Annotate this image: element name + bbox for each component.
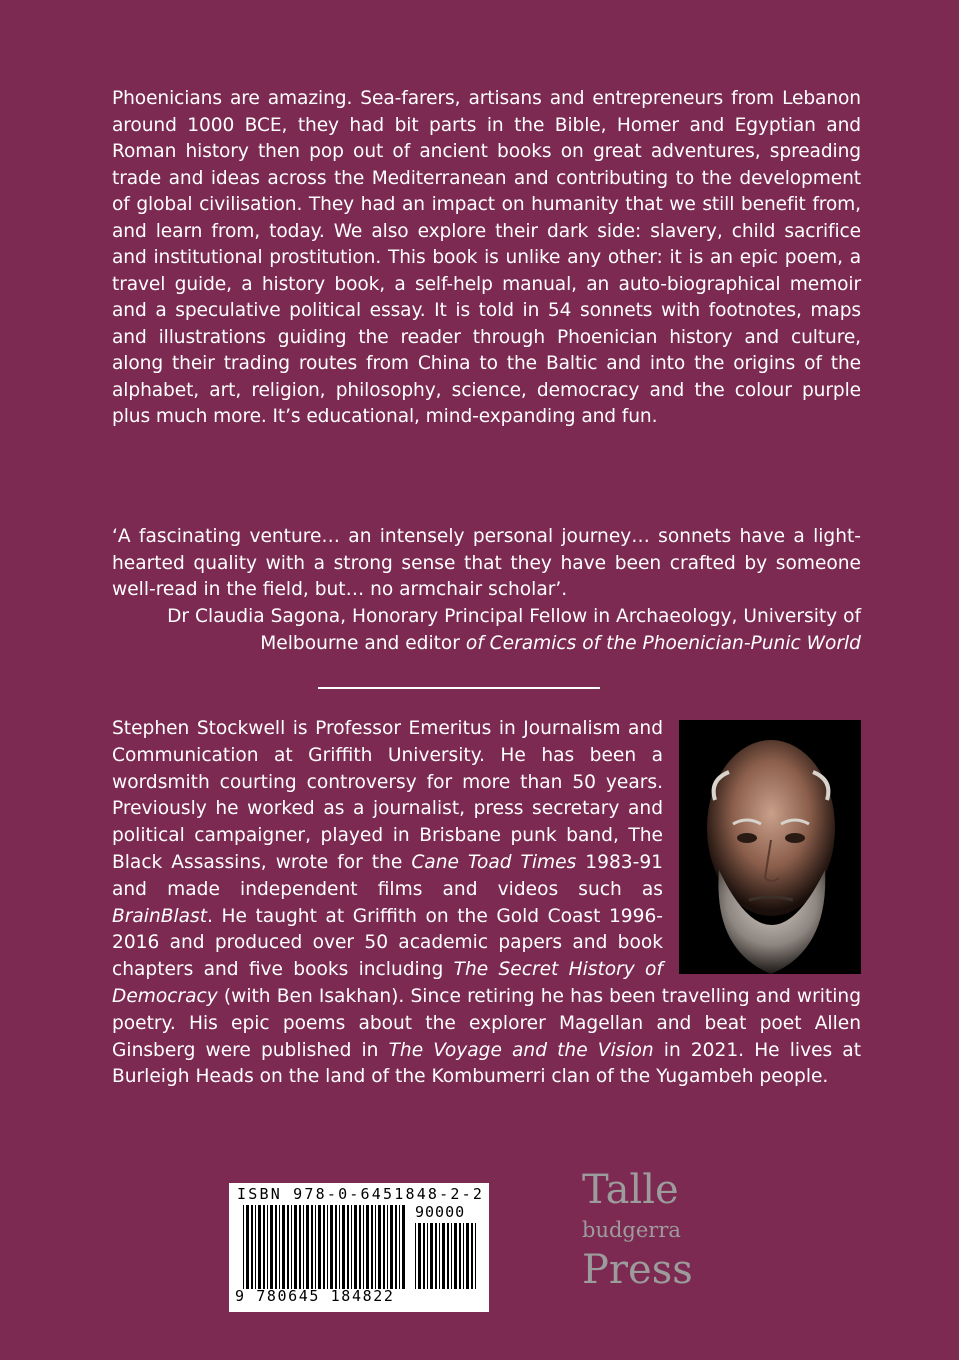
publisher-line-3: Press xyxy=(582,1247,693,1293)
barcode-bar xyxy=(387,1205,388,1289)
barcode-bar xyxy=(291,1205,292,1289)
bio-text-5: in 2021. He lives at Burleigh Heads on the land of the Kombumerri clan of the Yugambeh people. xyxy=(112,1039,861,1088)
barcode-bar xyxy=(378,1205,381,1289)
barcode-bar xyxy=(451,1223,452,1289)
author-portrait-illustration xyxy=(679,720,861,974)
barcode-bar xyxy=(323,1205,325,1289)
barcode-bar xyxy=(383,1205,385,1289)
bio-text-1: Stephen Stockwell is Professor Emeritus in Journalism and Communication at Griffith University. He has been a wordsmith courting controversy for more than 50 years. Previously he worked as a journalist, press secretary and political campaigner, played in Brisbane punk band, The Black Assassins, wrote for the xyxy=(112,718,663,873)
barcode-main-bars xyxy=(243,1205,407,1289)
barcode-bar xyxy=(327,1205,328,1289)
barcode-bar xyxy=(363,1205,364,1289)
barcode-bar xyxy=(430,1223,433,1289)
author-bio xyxy=(112,716,861,1091)
barcode-bar xyxy=(475,1223,476,1289)
barcode-bar xyxy=(447,1223,449,1289)
price-code: 90000 xyxy=(415,1203,466,1221)
barcode-bar xyxy=(294,1205,297,1289)
isbn-text: ISBN 978-0-6451848-2-2 xyxy=(237,1185,485,1203)
bio-title-cane-toad-times: Cane Toad Times xyxy=(411,851,577,873)
barcode-bar xyxy=(335,1205,337,1289)
barcode-bar xyxy=(418,1223,421,1289)
barcode-bar xyxy=(275,1205,277,1289)
barcode-bar xyxy=(454,1223,457,1289)
bio-text-3: . He taught at Griffith on the Gold Coast 1996-2016 and produced over 50 academic papers and book chapters and five books including xyxy=(112,905,663,981)
barcode-bar xyxy=(471,1223,473,1289)
barcode-bar xyxy=(263,1205,265,1289)
bio-text-2: 1983-91 and made independent films and videos such as xyxy=(112,851,663,900)
bio-title-secret-history: The Secret History of Democracy xyxy=(112,959,663,1007)
barcode-bar xyxy=(371,1205,373,1289)
barcode-bar xyxy=(255,1205,256,1289)
barcode-addon-bars xyxy=(415,1223,479,1289)
publisher-line-2: budgerra xyxy=(582,1218,681,1242)
barcode-bar xyxy=(427,1223,428,1289)
barcode-bar xyxy=(439,1223,440,1289)
isbn-barcode xyxy=(229,1183,489,1312)
barcode-bar xyxy=(246,1205,249,1289)
barcode-bar xyxy=(339,1205,340,1289)
barcode-bar xyxy=(330,1205,333,1289)
barcode-bar xyxy=(318,1205,321,1289)
barcode-bar xyxy=(306,1205,309,1289)
publisher-logo xyxy=(582,1168,692,1292)
barcode-bar xyxy=(251,1205,253,1289)
barcode-digits: 9 780645 184822 xyxy=(235,1287,395,1305)
barcode-bar xyxy=(423,1223,425,1289)
bio-title-brainblast: BrainBlast xyxy=(112,905,208,927)
review-attribution xyxy=(112,604,861,657)
barcode-bar xyxy=(267,1205,268,1289)
barcode-bar xyxy=(287,1205,289,1289)
barcode-bar xyxy=(395,1205,397,1289)
barcode-bar xyxy=(315,1205,316,1289)
barcode-bar xyxy=(354,1205,357,1289)
barcode-bar xyxy=(359,1205,361,1289)
barcode-bar xyxy=(390,1205,393,1289)
barcode-bar xyxy=(243,1205,244,1289)
review-quote: ‘A fascinating venture… an intensely personal journey… sonnets have a light-hearted quality with a strong sense that they have been crafted by someone well-read in the field, but… no armchair scholar’. xyxy=(112,526,861,600)
barcode-bar xyxy=(351,1205,352,1289)
barcode-bar xyxy=(347,1205,349,1289)
barcode-bar xyxy=(399,1205,400,1289)
barcode-bar xyxy=(459,1223,461,1289)
section-divider xyxy=(318,687,600,689)
book-blurb: Phoenicians are amazing. Sea-farers, artisans and entrepreneurs from Lebanon around 1000 BCE, they had bit parts in the Bible, Homer and Egyptian and Roman history then pop out of ancient books on great adventures, spreading trade and ideas across the Mediterranean and contributing to the development of global civilisation. They had an impact on humanity that we still benefit from, and learn from, today. We also explore their dark side: slavery, child sacrifice and institutional prostitution. This book is unlike any other: it is an epic poem, a travel guide, a history book, a self-help manual, an auto-biographical memoir and a speculative political essay. It is told in 54 sonnets with footnotes, maps and illustrations guiding the reader through Phoenician history and culture, along their trading routes from China to the Baltic and into the origins of the alphabet, art, religion, philosophy, science, democracy and the colour purple plus much more. It’s educational, mind-expanding and fun. xyxy=(112,88,861,427)
barcode-bar xyxy=(270,1205,273,1289)
barcode-bar xyxy=(402,1205,405,1289)
barcode-bar xyxy=(415,1223,416,1289)
barcode-bar xyxy=(466,1223,469,1289)
barcode-bar xyxy=(303,1205,304,1289)
attribution-text: Dr Claudia Sagona, Honorary Principal Fellow in Archaeology, University of Melbourne and editor xyxy=(167,606,861,654)
barcode-bar xyxy=(299,1205,301,1289)
barcode-bar xyxy=(282,1205,285,1289)
barcode-bar xyxy=(279,1205,280,1289)
bio-text-4: (with Ben Isakhan). Since retiring he has been travelling and writing poetry. His epic poems about the explorer Magellan and beat poet Allen Ginsberg were published in xyxy=(112,985,861,1061)
barcode-bar xyxy=(435,1223,437,1289)
publisher-line-1: Talle xyxy=(582,1167,679,1213)
barcode-bar xyxy=(463,1223,464,1289)
bio-title-voyage-vision: The Voyage and the Vision xyxy=(388,1039,654,1061)
author-photo xyxy=(679,720,861,974)
barcode-bar xyxy=(375,1205,376,1289)
barcode-bar xyxy=(442,1223,445,1289)
barcode-bar xyxy=(258,1205,261,1289)
barcode-bar xyxy=(342,1205,345,1289)
barcode-bar xyxy=(311,1205,313,1289)
barcode-bar xyxy=(366,1205,369,1289)
attribution-book-title: of Ceramics of the Phoenician-Punic World xyxy=(465,632,861,654)
